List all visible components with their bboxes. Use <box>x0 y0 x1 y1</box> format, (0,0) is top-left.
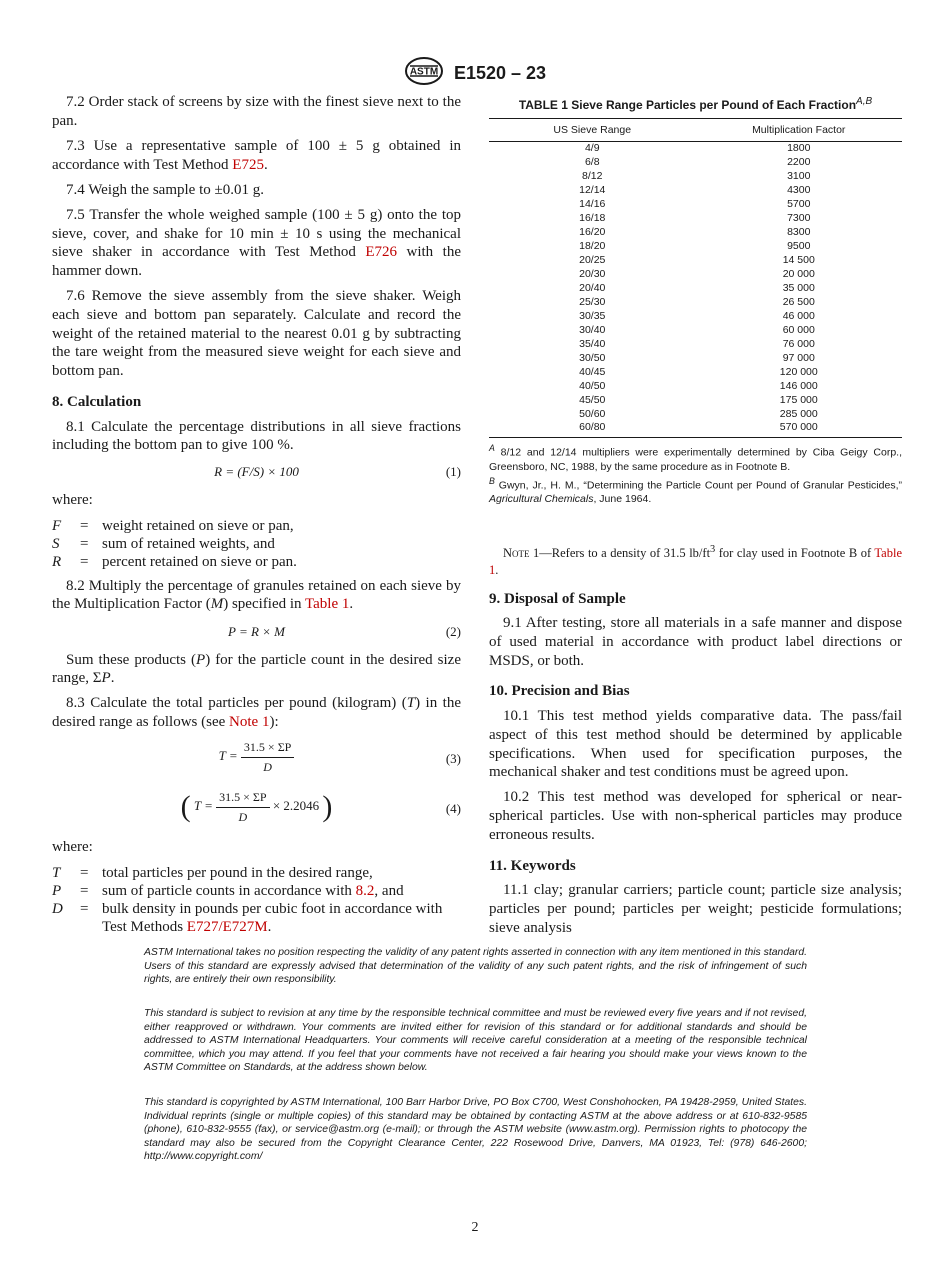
sieve-range-cell: 20/25 <box>579 254 606 267</box>
multiplication-factor-cell: 285 000 <box>779 407 818 420</box>
multiplication-factor-cell: 1800 <box>787 142 811 155</box>
section-8-heading: 8. Calculation <box>52 393 142 410</box>
para-7-4: 7.4 Weigh the sample to ±0.01 g. <box>66 181 264 198</box>
table-row <box>489 380 902 394</box>
multiplication-factor-cell: 4300 <box>787 184 811 197</box>
sieve-range-cell: 20/40 <box>579 281 606 294</box>
multiplication-factor-cell: 20 000 <box>782 267 815 280</box>
multiplication-factor-cell: 7300 <box>787 212 811 225</box>
multiplication-factor-cell: 14 500 <box>782 254 815 267</box>
sieve-range-cell: 30/35 <box>579 309 606 322</box>
para-7-3: 7.3 Use a representative sample of 100 ± 5 g obtained in accordance with Test Method E725. <box>52 137 461 173</box>
multiplication-factor-cell: 60 000 <box>782 323 815 336</box>
definition-row: F = weight retained on sieve or pan, <box>52 517 294 534</box>
para-8-1: 8.1 Calculate the percentage distributions in all sieve fractions including the bottom pan to give 100 %. <box>52 418 461 454</box>
table-row <box>489 352 902 366</box>
link-table-1[interactable]: Table 1 <box>305 596 350 613</box>
multiplication-factor-cell: 2200 <box>787 156 811 169</box>
multiplication-factor-cell: 570 000 <box>696 421 903 437</box>
table-row <box>489 282 902 296</box>
definition-row: P = sum of particle counts in accordance with 8.2, and <box>52 882 404 899</box>
sieve-range-cell: 60/80 <box>489 421 696 437</box>
table-row <box>489 212 902 226</box>
page-header <box>0 56 950 91</box>
table-row <box>489 226 902 240</box>
multiplication-factor-cell: 5700 <box>787 198 811 211</box>
sieve-range-cell: 6/8 <box>584 156 600 169</box>
legal-copyright-notice: This standard is copyrighted by ASTM International, 100 Barr Harbor Drive, PO Box C700, West Conshohocken, PA 19428-2959, United States. Individual reprints (single or multiple copies) of this standard may be obtained by contacting ASTM at the above address or at 610-832-9585 (phone), 610-832-9555 (fax), or service@astm.org (e-mail); or through the ASTM website (www.astm.org). Permission rights to photocopy the standard may also be secured from the Copyright Clearance Center, 222 Rosewood Drive, Danvers, MA 01923, Tel: (978) 646-2600; http://www.copyright.com/ <box>144 1097 807 1162</box>
para-7-6: 7.6 Remove the sieve assembly from the sieve shaker. Weigh each sieve and bottom pan separately. Calculate and record the weight of the retained material to the nearest 0.01 g by subtracting the tare weight from the measured sieve weight for each sieve and bottom pan. <box>52 288 461 380</box>
sieve-range-cell: 20/30 <box>579 267 606 280</box>
left-column <box>52 93 461 942</box>
para-7-5: 7.5 Transfer the whole weighed sample (100 ± 5 g) onto the top sieve, cover, and shake for 10 min ± 10 s using the mechanical sieve shaker in accordance with Test Method E726 with the hammer down. <box>52 207 461 280</box>
table-footnote-a: $^A$ 8/12 and 12/14 multipliers were experimentally determined by Ciba Geigy Corp., Greensboro, NC, 1988, by the same procedure as in Footnote B. <box>489 443 902 473</box>
para-11-1: 11.1 clay; granular carriers; particle count; particle size analysis; particles per pound; particles per weight; pesticide formulations; sieve analysis <box>489 882 902 936</box>
document-designation: E1520 – 23 <box>453 63 547 83</box>
multiplication-factor-cell: 3100 <box>787 170 811 183</box>
para-10-2: 10.2 This test method was developed for spherical or near-spherical particles. Use with non-spherical particles may produce erroneous results. <box>489 789 902 843</box>
svg-text:ASTM: ASTM <box>409 66 439 78</box>
sieve-range-cell: 16/18 <box>579 212 606 225</box>
definition-row: S = sum of retained weights, and <box>52 535 275 552</box>
multiplication-factor-cell: 76 000 <box>782 337 815 350</box>
multiplication-factor-cell: 35 000 <box>782 281 815 294</box>
table-row <box>489 240 902 254</box>
sieve-range-cell: 40/45 <box>579 365 606 378</box>
legal-revision-notice: This standard is subject to revision at any time by the responsible technical committee and must be reviewed every five years and if not revised, either reapproved or withdrawn. Your comments are invited either for revision of this standard or for additional standards and should be addressed to ASTM International Headquarters. Your comments will receive careful consideration at a meeting of the responsible technical committee, which you may attend. If you feel that your comments have not received a fair hearing you should make your views known to the ASTM Committee on Standards, at the address shown below. <box>144 1008 807 1073</box>
section-10-heading: 10. Precision and Bias <box>489 683 630 700</box>
table-row <box>489 310 902 324</box>
link-note-1[interactable]: Note 1 <box>229 714 270 731</box>
multiplication-factor-cell: 46 000 <box>782 309 815 322</box>
link-table-1-note[interactable]: Table 1 <box>489 546 903 577</box>
note-1: Note 1—Refers to a density of 31.5 $lb/ft^3$ for clay used in Footnote B of Table 1. <box>489 544 903 577</box>
definition-row: R = percent retained on sieve or pan. <box>52 553 297 570</box>
equation-4: ( T = $\frac{31.5 \times \Sigma P}{D}$ × 2.2046 ) (4) <box>180 790 461 825</box>
table-row <box>489 338 902 352</box>
table-row <box>489 198 902 212</box>
table-row <box>489 170 902 184</box>
multiplication-factor-cell: 120 000 <box>779 365 818 378</box>
table-row <box>489 324 902 338</box>
table-footnote-b: $^B$ Gwyn, Jr., H. M., “Determining the Particle Count per Pound of Granular Pesticides,” Agricultural Chemicals, June 1964. <box>489 475 902 506</box>
sieve-range-cell: 4/9 <box>584 142 600 155</box>
multiplication-factor-cell: 175 000 <box>779 393 818 406</box>
table-row <box>489 268 902 282</box>
equation-2: P = R × M (2) <box>227 623 461 639</box>
sieve-range-cell: 40/50 <box>579 379 606 392</box>
sieve-range-cell: 18/20 <box>579 240 606 253</box>
section-9-heading: 9. Disposal of Sample <box>489 590 626 607</box>
multiplication-factor-cell: 146 000 <box>779 379 818 392</box>
para-9-1: 9.1 After testing, store all materials in a safe manner and dispose of used material in accordance with product label directions or MSDS, or both. <box>489 615 902 669</box>
table-row <box>489 156 902 170</box>
multiplication-factor-cell: 8300 <box>787 226 811 239</box>
astm-logo-icon <box>404 56 444 91</box>
equation-3: T = $\frac{31.5 \times \Sigma P}{D}$ (3) <box>218 740 461 775</box>
sieve-range-cell: 30/50 <box>579 351 606 364</box>
where-label-2: where: <box>52 839 93 856</box>
sieve-range-cell: 45/50 <box>579 393 606 406</box>
link-e726[interactable]: E726 <box>365 244 398 261</box>
table-row <box>489 296 902 310</box>
definition-row: D = bulk density in pounds per cubic foot in accordance with Test Methods E727/E727M. <box>52 900 443 935</box>
sieve-range-cell: 14/16 <box>579 198 606 211</box>
table-row <box>489 408 902 422</box>
para-8-2: 8.2 Multiply the percentage of granules retained on each sieve by the Multiplication Factor (M) specified in Table 1. <box>52 577 461 613</box>
sieve-range-cell: 12/14 <box>579 184 606 197</box>
link-8-2[interactable]: 8.2 <box>355 882 375 899</box>
page-number: 2 <box>471 1220 479 1235</box>
column-header: US Sieve Range <box>489 118 696 142</box>
table-1-caption: TABLE 1 Sieve Range Particles per Pound of Each Fraction$^{A,B}$ <box>518 96 873 112</box>
para-8-3: 8.3 Calculate the total particles per pound (kilogram) (T) in the desired range as follows (see Note 1): <box>52 695 461 731</box>
link-e725[interactable]: E725 <box>232 156 264 173</box>
table-row <box>489 184 902 198</box>
sieve-range-cell: 35/40 <box>579 337 606 350</box>
link-e727[interactable]: E727/E727M <box>186 918 268 935</box>
multiplication-factor-cell: 26 500 <box>782 295 815 308</box>
multiplication-factor-cell: 97 000 <box>782 351 815 364</box>
table-row <box>489 142 902 156</box>
column-header: Multiplication Factor <box>696 118 903 142</box>
table-row <box>489 366 902 380</box>
table-row <box>489 394 902 408</box>
table-row <box>489 254 902 268</box>
sieve-range-cell: 30/40 <box>579 323 606 336</box>
right-column <box>489 93 902 944</box>
sieve-range-cell: 25/30 <box>579 295 606 308</box>
where-label-1: where: <box>52 492 93 509</box>
para-7-2: 7.2 Order stack of screens by size with the finest sieve next to the pan. <box>52 94 461 129</box>
definitions-1 <box>52 517 461 571</box>
para-sum-products: Sum these products (P) for the particle count in the desired size range, ΣP. <box>52 651 461 687</box>
section-11-heading: 11. Keywords <box>489 857 576 874</box>
sieve-range-cell: 16/20 <box>579 226 606 239</box>
table-header-row <box>489 118 902 142</box>
definition-row: T = total particles per pound in the desired range, <box>52 864 373 881</box>
para-10-1: 10.1 This test method yields comparative data. The pass/fail aspect of this test method should be determined by applicable specifications. When used for specification purposes, the mechanical shaker and test conditions must be agreed upon. <box>489 708 902 781</box>
table-1 <box>489 118 902 439</box>
table-row <box>489 421 902 437</box>
legal-patent-notice: ASTM International takes no position respecting the validity of any patent rights asserted in connection with any item mentioned in this standard. Users of this standard are expressly advised that determination of the validity of any such patent rights, and the risk of infringement of such rights, are entirely their own responsibility. <box>144 947 807 985</box>
sieve-range-cell: 50/60 <box>579 407 606 420</box>
equation-1: R = (F/S) × 100 (1) <box>214 464 461 480</box>
multiplication-factor-cell: 9500 <box>787 240 811 253</box>
definitions-2 <box>52 864 461 936</box>
sieve-range-cell: 8/12 <box>582 170 603 183</box>
